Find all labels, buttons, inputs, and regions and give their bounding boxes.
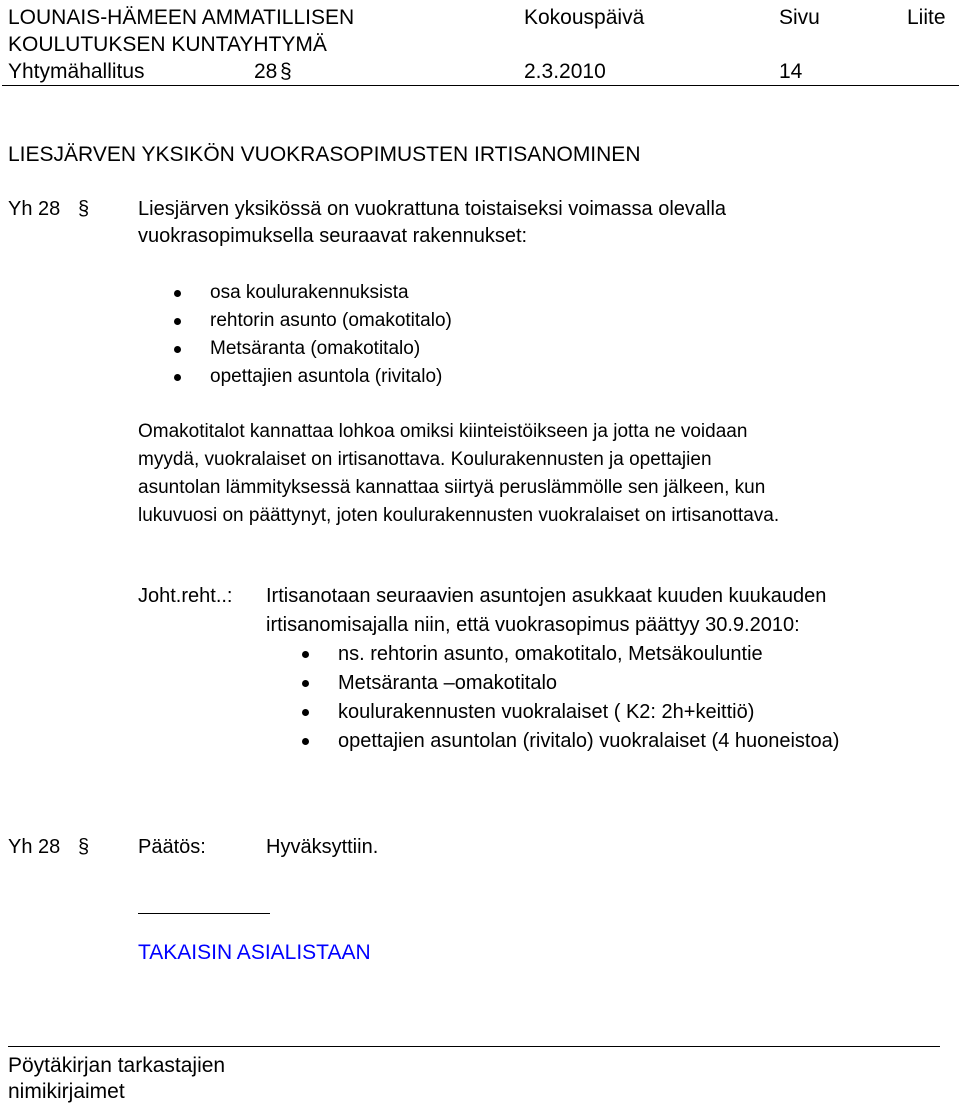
list-item: koulurakennusten vuokralaiset ( K2: 2h+keittiö) xyxy=(338,698,839,727)
footer-line-1: Pöytäkirjan tarkastajien xyxy=(8,1054,226,1077)
list-item: osa koulurakennuksista xyxy=(210,279,452,307)
buildings-list xyxy=(210,279,452,391)
organization-name-line2: KOULUTUKSEN KUNTAYHTYMÄ xyxy=(8,33,327,56)
page-label: Sivu xyxy=(779,6,820,29)
list-item: rehtorin asunto (omakotitalo) xyxy=(210,307,452,335)
decision-ref: Yh 28 xyxy=(8,836,61,858)
intro-line-2: vuokrasopimuksella seuraavat rakennukset: xyxy=(138,225,528,247)
document-title: LIESJÄRVEN YKSIKÖN VUOKRASOPIMUSTEN IRTISANOMINEN xyxy=(8,143,641,166)
footer-rule xyxy=(8,1046,940,1047)
list-item: opettajien asuntola (rivitalo) xyxy=(210,363,452,391)
explanation-paragraph xyxy=(138,418,938,530)
section-sign: § xyxy=(280,60,292,83)
header-rule xyxy=(2,85,959,86)
list-item: opettajien asuntolan (rivitalo) vuokralaiset (4 huoneistoa) xyxy=(338,727,839,756)
decision-text: Hyväksyttiin. xyxy=(266,836,379,858)
paragraph-line: Omakotitalot kannattaa lohkoa omiksi kiinteistöikseen ja jotta ne voidaan xyxy=(138,421,748,442)
paragraph-line: lukuvuosi on päättynyt, joten koulurakennusten vuokralaiset on irtisanottava. xyxy=(138,505,780,526)
footer-line-2: nimikirjaimet xyxy=(8,1080,125,1103)
meeting-day-label: Kokouspäivä xyxy=(524,6,645,29)
proposal-line-1: Irtisanotaan seuraavien asuntojen asukkaat kuuden kuukauden xyxy=(266,585,827,607)
list-item: ns. rehtorin asunto, omakotitalo, Metsäkouluntie xyxy=(338,640,839,669)
terminated-residences-list xyxy=(338,640,839,756)
proposal-line-2: irtisanomisajalla niin, että vuokrasopimus päättyy 30.9.2010: xyxy=(266,614,800,636)
organization-name-line1: LOUNAIS-HÄMEEN AMMATILLISEN xyxy=(8,6,355,29)
page-number: 14 xyxy=(779,60,803,83)
section-ref: Yh 28 xyxy=(8,198,61,220)
section-number: 28 xyxy=(254,60,278,83)
proposal-label: Joht.reht..: xyxy=(138,585,233,607)
separator-line xyxy=(138,913,270,914)
decision-label: Päätös: xyxy=(138,836,206,858)
paragraph-line: myydä, vuokralaiset on irtisanottava. Koulurakennusten ja opettajien xyxy=(138,449,712,470)
paragraph-line: asuntolan lämmityksessä kannattaa siirtyä peruslämmölle sen jälkeen, kun xyxy=(138,477,766,498)
section-ref-sign: § xyxy=(78,198,90,220)
attachment-label: Liite xyxy=(907,6,946,29)
list-item: Metsäranta (omakotitalo) xyxy=(210,335,452,363)
list-item: Metsäranta –omakotitalo xyxy=(338,669,839,698)
intro-line-1: Liesjärven yksikössä on vuokrattuna toistaiseksi voimassa olevalla xyxy=(138,198,727,220)
decision-ref-sign: § xyxy=(78,836,90,858)
meeting-date: 2.3.2010 xyxy=(524,60,606,83)
back-to-agenda-link[interactable]: TAKAISIN ASIALISTAAN xyxy=(138,941,371,964)
body-name: Yhtymähallitus xyxy=(8,60,145,83)
